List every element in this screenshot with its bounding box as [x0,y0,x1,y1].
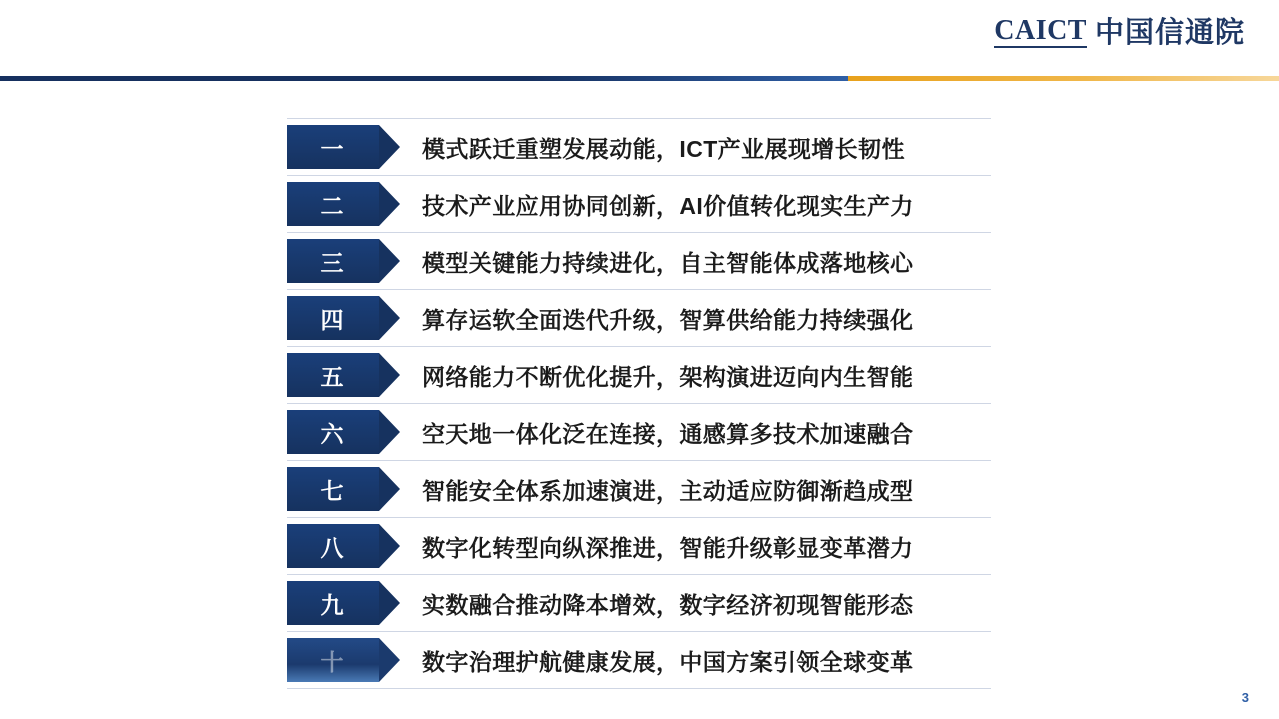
item-number-label: 二 [320,192,346,219]
slide-header [0,0,1279,78]
header-divider-rule [0,76,1279,81]
item-text: 数字治理护航健康发展，中国方案引领全球变革 [422,648,914,675]
trends-list [287,118,991,689]
list-item [287,347,991,404]
item-number-badge [287,410,379,454]
item-number-label: 五 [320,363,346,390]
list-item [287,176,991,233]
list-item [287,575,991,632]
item-text: 技术产业应用协同创新，AI价值转化现实生产力 [422,192,914,219]
caict-logo [994,16,1245,48]
item-number-badge [287,296,379,340]
item-number-label: 九 [320,591,346,618]
item-number-badge [287,467,379,511]
list-item [287,290,991,347]
rule-navy-segment [0,76,848,81]
rule-gold-segment [848,76,1279,81]
item-text: 实数融合推动降本增效，数字经济初现智能形态 [422,591,914,618]
item-number-label: 七 [320,477,346,504]
item-text: 模式跃迁重塑发展动能，ICT产业展现增长韧性 [422,135,905,162]
list-item [287,118,991,176]
item-number-badge [287,524,379,568]
page-number: 3 [1241,690,1249,705]
item-number-label: 十 [320,648,346,675]
item-text: 模型关键能力持续进化，自主智能体成落地核心 [422,249,914,276]
item-number-label: 一 [320,135,346,162]
item-number-label: 八 [320,534,346,561]
item-number-badge [287,239,379,283]
item-text: 数字化转型向纵深推进，智能升级彰显变革潜力 [422,534,914,561]
item-number-badge [287,182,379,226]
item-text: 空天地一体化泛在连接，通感算多技术加速融合 [422,420,914,447]
logo-chinese-text: 中国信通院 [1094,16,1245,49]
list-item [287,518,991,575]
list-item [287,632,991,689]
item-text: 智能安全体系加速演进，主动适应防御渐趋成型 [422,477,914,504]
item-text: 算存运软全面迭代升级，智算供给能力持续强化 [422,306,914,333]
item-number-label: 三 [320,249,346,276]
list-item [287,461,991,518]
item-number-label: 四 [320,306,346,333]
list-item [287,233,991,290]
item-number-badge [287,638,379,682]
item-number-badge [287,581,379,625]
logo-latin-text: CAICT [994,16,1087,48]
item-text: 网络能力不断优化提升，架构演进迈向内生智能 [422,363,914,390]
item-number-badge [287,125,379,169]
item-number-badge [287,353,379,397]
item-number-label: 六 [320,420,346,447]
list-item [287,404,991,461]
